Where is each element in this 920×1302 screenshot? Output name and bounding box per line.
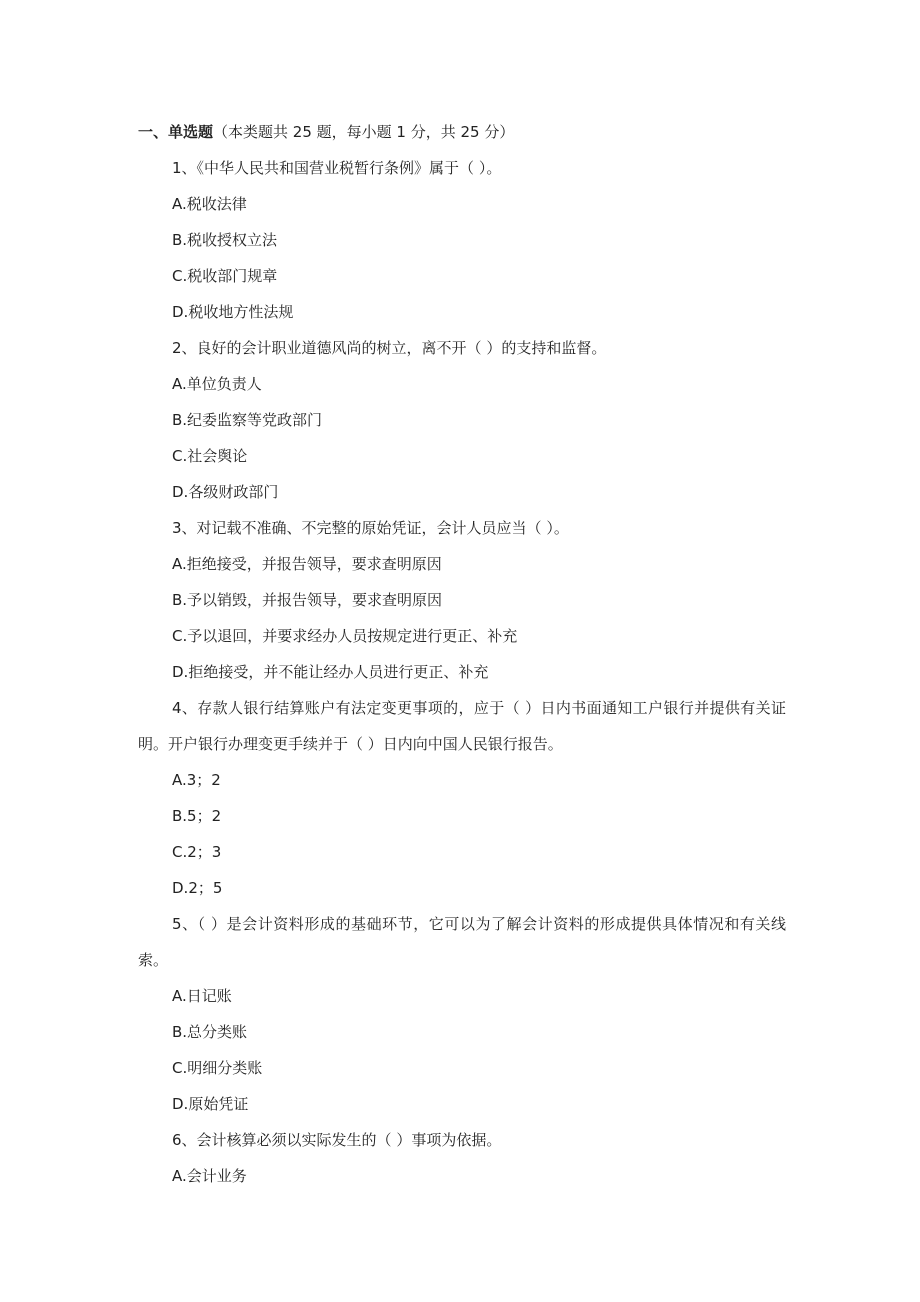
option-c: C.予以退回，并要求经办人员按规定进行更正、补充 [172,627,518,645]
question-block [138,330,786,510]
option-b: B.5；2 [172,807,222,825]
option-b: B.予以销毁，并报告领导，要求查明原因 [172,591,443,609]
question-stem: 4、存款人银行结算账户有法定变更事项的，应于（ ）日内书面通知工户银行并提供有关证明。开户银行办理变更手续并于（ ）日内向中国人民银行报告。 [138,699,786,753]
option-d: D.税收地方性法规 [172,303,294,321]
option-b: B.总分类账 [172,1023,248,1041]
question-stem: 2、良好的会计职业道德风尚的树立，离不开（ ）的支持和监督。 [172,339,607,357]
question-stem: 6、会计核算必须以实际发生的（ ）事项为依据。 [172,1131,502,1149]
section-heading [138,114,786,150]
option-d: D.原始凭证 [172,1095,249,1113]
section-note: （本类题共 25 题，每小题 1 分，共 25 分） [213,123,515,141]
question-block [138,1122,786,1194]
option-c: C.税收部门规章 [172,267,278,285]
option-a: A.单位负责人 [172,375,262,393]
option-c: C.社会舆论 [172,447,248,465]
option-a: A.3；2 [172,771,221,789]
question-block [138,906,786,1122]
option-a: A.日记账 [172,987,232,1005]
option-b: B.纪委监察等党政部门 [172,411,323,429]
option-d: D.2；5 [172,879,223,897]
option-d: D.各级财政部门 [172,483,279,501]
option-c: C.2；3 [172,843,222,861]
option-d: D.拒绝接受，并不能让经办人员进行更正、补充 [172,663,489,681]
option-a: A.税收法律 [172,195,247,213]
option-a: A.拒绝接受，并报告领导，要求查明原因 [172,555,442,573]
exam-content [138,114,786,1194]
option-b: B.税收授权立法 [172,231,278,249]
question-stem: 5、（ ）是会计资料形成的基础环节，它可以为了解会计资料的形成提供具体情况和有关线索。 [138,915,786,969]
question-block [138,150,786,330]
option-c: C.明细分类账 [172,1059,263,1077]
question-stem: 1、《中华人民共和国营业税暂行条例》属于（ ）。 [172,159,502,177]
question-block [138,510,786,690]
option-a: A.会计业务 [172,1167,247,1185]
question-stem: 3、对记载不准确、不完整的原始凭证，会计人员应当（ ）。 [172,519,569,537]
question-block [138,690,786,906]
section-title: 一、单选题 [138,123,214,141]
